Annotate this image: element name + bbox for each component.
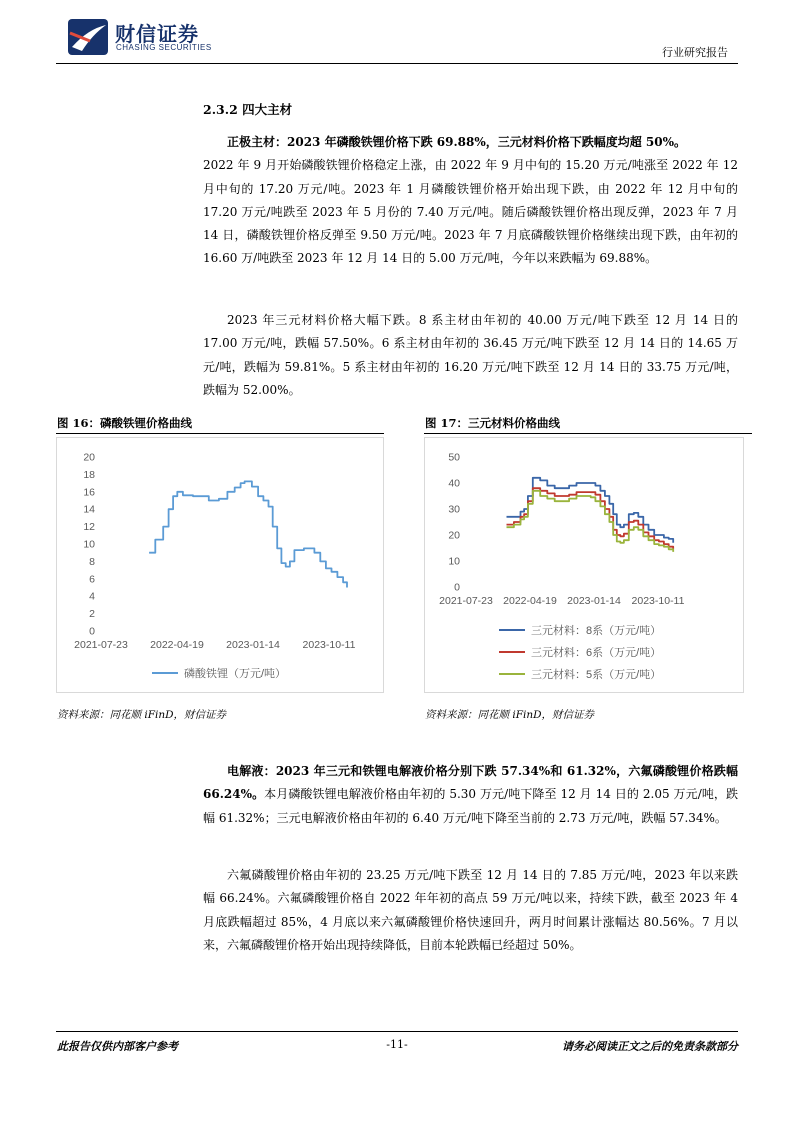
fig16-source: 资料来源：同花顺 iFinD，财信证券 <box>57 709 227 721</box>
y-tick-label: 20 <box>83 451 95 464</box>
fig17-title: 图 17：三元材料价格曲线 <box>425 416 561 430</box>
y-tick-label: 14 <box>83 503 95 516</box>
fig16-rule <box>56 433 384 434</box>
footer-divider <box>56 1031 738 1032</box>
fig17-source: 资料来源：同花顺 iFinD，财信证券 <box>425 709 595 721</box>
y-tick-label: 10 <box>448 555 460 568</box>
y-tick-label: 4 <box>89 590 95 603</box>
cathode-paragraph-1 <box>203 131 738 271</box>
logo-text-cn: 财信证券 <box>115 22 199 46</box>
fig16-title: 图 16：磷酸铁锂价格曲线 <box>57 416 193 430</box>
electrolyte-paragraph-1 <box>203 760 738 830</box>
y-tick-label: 0 <box>89 625 95 638</box>
section-title: 2.3.2 四大主材 <box>203 102 293 117</box>
page-number: -11- <box>386 1038 408 1051</box>
logo-text-en: CHASING SECURITIES <box>116 43 212 52</box>
ncm-price-chart <box>424 437 744 693</box>
fig17-rule <box>424 433 752 434</box>
y-tick-label: 30 <box>448 503 460 516</box>
y-tick-label: 20 <box>448 529 460 542</box>
cathode-body-1: 2022 年 9 月开始磷酸铁锂价格稳定上涨，由 2022 年 9 月中旬的 15.20 万元/吨涨至 2022 年 12 月中旬的 17.20 万元/吨。2023 年 1 月磷酸铁锂价格开始出现下跌，由 2022 年 12 月中旬的 17.20 万元/吨跌至 2023 年 5 月份的 7.40 万元/吨。随后磷酸铁锂价格出现反弹，2023 年 7 月 14 日，磷酸铁锂价格反弹至 9.50 万元/吨。2023 年 7 月底磷酸铁锂价格继续出现下跌，由年初的 16.60 万/吨跌至 2023 年 12 月 14 日的 5.00 万元/吨，今年以来跌幅为 69.88%。 <box>203 158 738 266</box>
electrolyte-lead-bold: 电解液：2023 年三元和铁锂电解液价格分别下跌 57.34%和 61.32%，六氟磷酸锂价格跌幅 66.24%。 <box>203 764 738 802</box>
header-divider <box>56 63 738 64</box>
x-tick-label: 2022-04-19 <box>150 639 204 651</box>
y-tick-label: 12 <box>83 521 95 534</box>
y-tick-label: 8 <box>89 555 95 568</box>
x-tick-label: 2021-07-23 <box>439 595 493 607</box>
legend-label: 三元材料：8系（万元/吨） <box>531 625 662 637</box>
cathode-lead-bold: 正极主材：2023 年磷酸铁锂价格下跌 69.88%，三元材料价格下跌幅度均超 50%。 <box>227 135 687 149</box>
electrolyte-lead <box>203 760 738 830</box>
x-tick-label: 2022-04-19 <box>503 595 557 607</box>
lfp-price-chart <box>56 437 384 693</box>
x-tick-label: 2021-07-23 <box>74 639 128 651</box>
footer-disclaimer-right: 请务必阅读正文之后的免责条款部分 <box>562 1040 738 1053</box>
x-tick-label: 2023-01-14 <box>226 639 280 651</box>
report-type: 行业研究报告 <box>662 46 728 59</box>
footer-disclaimer-left: 此报告仅供内部客户参考 <box>57 1040 178 1053</box>
y-tick-label: 18 <box>83 468 95 481</box>
chasing-securities-logo-icon <box>66 17 110 57</box>
x-tick-label: 2023-01-14 <box>567 595 621 607</box>
y-tick-label: 2 <box>89 608 95 621</box>
y-tick-label: 10 <box>83 538 95 551</box>
x-tick-label: 2023-10-11 <box>302 639 356 651</box>
legend-label: 三元材料：5系（万元/吨） <box>531 669 662 681</box>
x-tick-label: 2023-10-11 <box>631 595 685 607</box>
electrolyte-lead-rest: 本月磷酸铁锂电解液价格由年初的 5.30 万元/吨下降至 12 月 14 日的 2.05 万元/吨，跌幅 61.32%；三元电解液价格由年初的 6.40 万元/吨下降至当前的 2.73 万元/吨，跌幅 57.34%。 <box>203 787 738 825</box>
legend-label: 磷酸铁锂（万元/吨） <box>184 668 287 680</box>
y-tick-label: 0 <box>454 581 460 594</box>
legend-label: 三元材料：6系（万元/吨） <box>531 647 662 659</box>
y-tick-label: 50 <box>448 451 460 464</box>
y-tick-label: 16 <box>83 486 95 499</box>
chart-frame <box>57 438 384 693</box>
y-tick-label: 6 <box>89 573 95 586</box>
cathode-lead <box>203 131 738 154</box>
electrolyte-paragraph-2: 六氟磷酸锂价格由年初的 23.25 万元/吨下跌至 12 月 14 日的 7.85 万元/吨，2023 年以来跌幅 66.24%。六氟磷酸锂价格自 2022 年年初的高点 59 万元/吨以来，持续下跌，截至 2023 年 4 月底跌幅超过 85%，4 月底以来六氟磷酸锂价格快速回升，两月时间累计涨幅达 80.56%。7 月以来，六氟磷酸锂价格开始出现持续降低，目前本轮跌幅已经超过 50%。 <box>203 868 738 952</box>
y-tick-label: 40 <box>448 477 460 490</box>
cathode-paragraph-2: 2023 年三元材料价格大幅下跌。8 系主材由年初的 40.00 万元/吨下跌至 12 月 14 日的 17.00 万元/吨，跌幅 57.50%。6 系主材由年初的 36.45 万元/吨下跌至 12 月 14 日的 14.65 万元/吨，跌幅为 59.81%。5 系主材由年初的 16.20 万元/吨下跌至 12 月 14 日的 33.75 万元/吨，跌幅为 52.00%。 <box>203 313 738 397</box>
